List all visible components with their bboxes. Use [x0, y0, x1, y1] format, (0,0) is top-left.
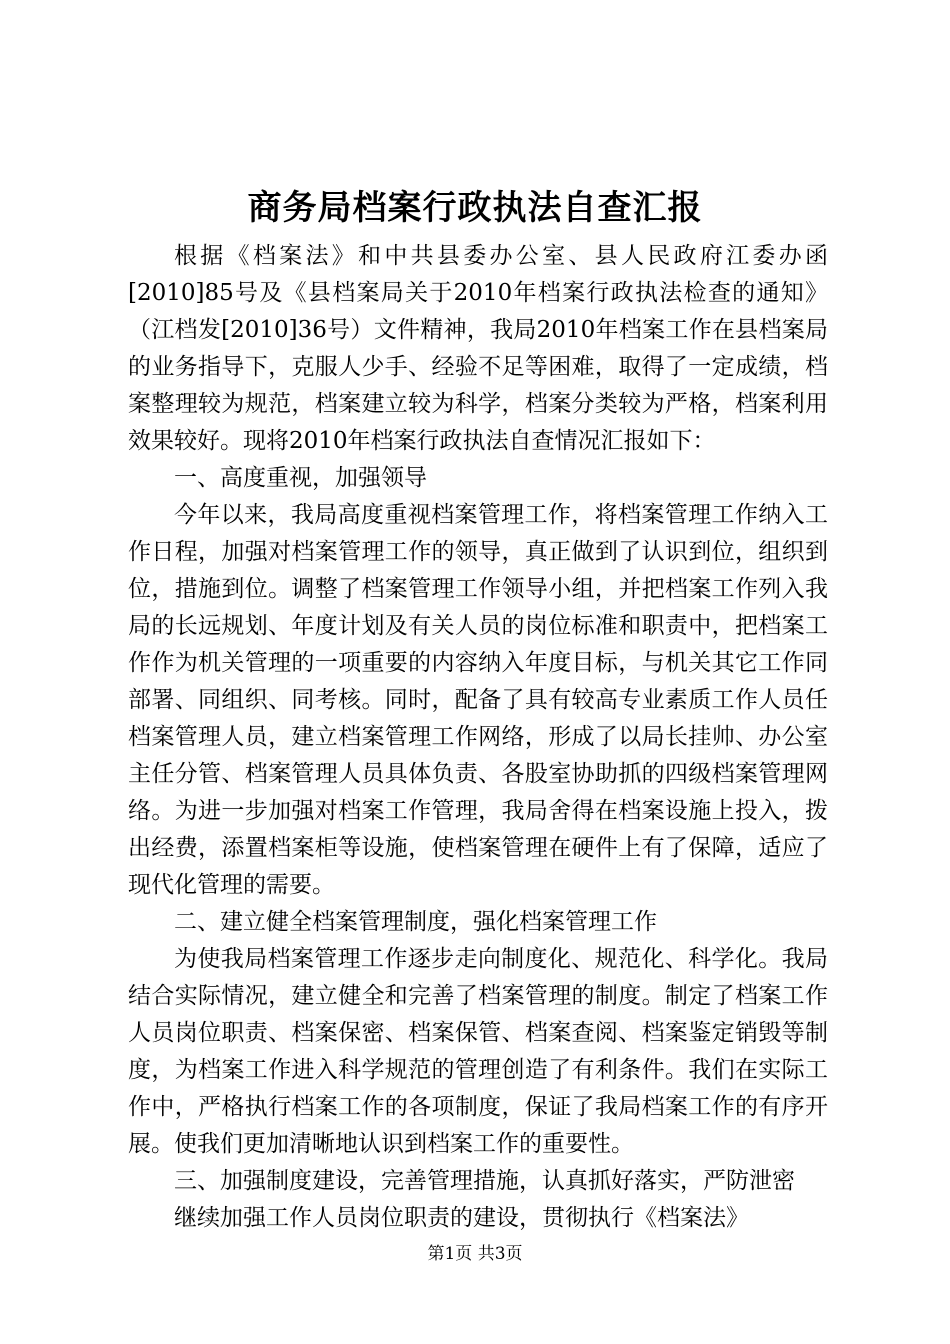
section-heading-2: 二、建立健全档案管理制度，强化档案管理工作	[174, 909, 657, 935]
paragraph-section-2: 为使我局档案管理工作逐步走向制度化、规范化、科学化。我局结合实际情况，建立健全和完善了档案管理的制度。制定了档案工作人员岗位职责、档案保密、档案保管、档案查阅、档案鉴定销毁等制度，为档案工作进入科学规范的管理创造了有利条件。我们在实际工作中，严格执行档案工作的各项制度，保证了我局档案工作的有序开展。使我们更加清晰地认识到档案工作的重要性。	[128, 946, 828, 1157]
section-heading-3: 三、加强制度建设，完善管理措施，认真抓好落实，严防泄密	[174, 1168, 795, 1194]
paragraph-section-1: 今年以来，我局高度重视档案管理工作，将档案管理工作纳入工作日程，加强对档案管理工作的领导，真正做到了认识到位，组织到位，措施到位。调整了档案管理工作领导小组，并把档案工作列入我局的长远规划、年度计划及有关人员的岗位标准和职责中，把档案工作作为机关管理的一项重要的内容纳入年度目标，与机关其它工作同部署、同组织、同考核。同时，配备了具有较高专业素质工作人员任档案管理人员，建立档案管理工作网络，形成了以局长挂帅、办公室主任分管、档案管理人员具体负责、各股室协助抓的四级档案管理网络。为进一步加强对档案工作管理，我局舍得在档案设施上投入，拨出经费，添置档案柜等设施，使档案管理在硬件上有了保障，适应了现代化管理的需要。	[128, 502, 828, 898]
section-heading-1: 一、高度重视，加强领导	[174, 465, 427, 491]
page-number-footer: 第1页 共3页	[427, 1244, 523, 1264]
document-title: 商务局档案行政执法自查汇报	[247, 188, 703, 228]
document-body	[128, 238, 828, 1237]
paragraph-section-3: 继续加强工作人员岗位职责的建设，贯彻执行《档案法》	[174, 1205, 749, 1231]
paragraph-intro: 根据《档案法》和中共县委办公室、县人民政府江委办函[2010]85号及《县档案局关于2010年档案行政执法检查的通知》（江档发[2010]36号）文件精神，我局2010年档案工作在县档案局的业务指导下，克服人少手、经验不足等困难，取得了一定成绩，档案整理较为规范，档案建立较为科学，档案分类较为严格，档案利用效果较好。现将2010年档案行政执法自查情况汇报如下：	[128, 243, 828, 454]
